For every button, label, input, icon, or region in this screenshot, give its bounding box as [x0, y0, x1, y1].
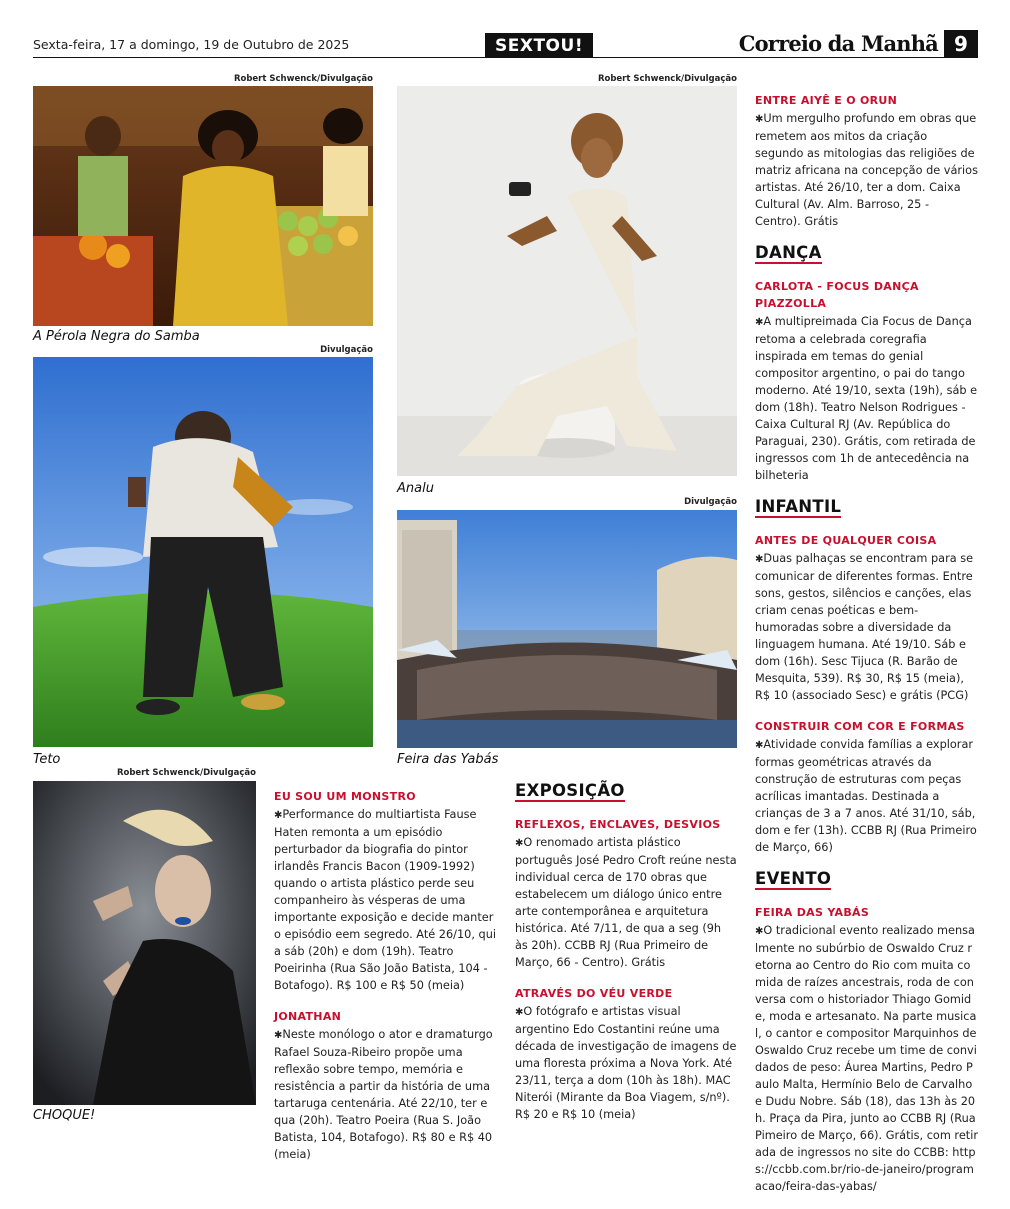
article-title: ANTES DE QUALQUER COISA — [755, 534, 937, 547]
article-body: ✱Atividade convida famílias a explorar formas geométricas através da construção de estruturas com peças acrílicas imantadas. Destinada a crianças de 3 a 7 anos. Até 31/10, sáb, dom e fer (13h). CCBB RJ (Rua Primeiro de Março, 66) — [755, 738, 977, 854]
article-title: REFLEXOS, ENCLAVES, DESVIOS — [515, 818, 721, 831]
column-exposicao — [515, 782, 737, 1137]
bullet-icon: ✱ — [755, 114, 764, 125]
article — [274, 788, 498, 994]
photo-credit-perola: Robert Schwenck/Divulgação — [233, 74, 373, 84]
caption-analu: Analu — [397, 481, 434, 496]
article-title: CONSTRUIR COM COR E FORMAS — [755, 720, 965, 733]
article — [274, 1008, 498, 1163]
bullet-icon: ✱ — [515, 1007, 524, 1018]
article — [515, 816, 737, 971]
page-number: 9 — [944, 30, 978, 58]
bullet-icon: ✱ — [274, 810, 283, 821]
article-title: EU SOU UM MONSTRO — [274, 790, 416, 803]
article-title: JONATHAN — [274, 1010, 342, 1023]
article-body: ✱Performance do multiartista Fause Haten remonta a um episódio perturbador da biografia do pintor irlandês Francis Bacon (1909-1992) quando o artista plástico perde seu companheiro às vésperas de uma importante exposição e decide manter o episódio eem segredo. Até 26/10, qui a sáb (20h) e dom (19h). Teatro Poeirinha (Rua São João Batista, 104 - Botafogo). R$ 100 e R$ 50 (meia) — [274, 808, 496, 992]
caption-choque: CHOQUE! — [33, 1108, 96, 1123]
bullet-icon: ✱ — [755, 317, 764, 328]
photo-feira-das-yabas — [397, 510, 737, 748]
article-title: CARLOTA - FOCUS DANÇA PIAZZOLLA — [755, 280, 919, 310]
article-body: ✱O tradicional evento realizado mensalmente no subúrbio de Oswaldo Cruz retorna ao Centro do Rio com muita comida de raízes ancestrais, roda de conversa com o historiador Thiago Gomide, moda e artesanato. Na parte musical, o cantor e compositor Marquinhos de Oswaldo Cruz recebe um time de convidados de peso: Áurea Martins, Pedro Paulo Malta, Hermínio Belo de Carvalho e Dudu Nobre. Sáb (18), das 13h às 20h. Praça da Pira, junto ao CCBB RJ (Rua Pimeiro de Março, 66). Grátis, com retirada de ingressos no site do CCBB: https://ccbb.com.br/rio-de-janeiro/programacao/feira-das-yabas/ — [755, 924, 978, 1193]
newspaper-brand: Correio da Manhã — [738, 31, 938, 56]
column-teatro — [274, 788, 498, 1177]
column-roteiro — [755, 92, 978, 1209]
article-body: ✱Duas palhaças se encontram para se comunicar de diferentes formas. Entre sons, gestos, silêncios e canções, elas criam cenas poéticas e bem-humoradas sobre a diversidade da linguagem humana. Até 19/10. Sáb e dom (16h). Sesc Tijuca (R. Barão de Mesquita, 539). R$ 30, R$ 15 (meia), R$ 10 (associado Sesc) e grátis (PCG) — [755, 552, 974, 702]
bullet-icon: ✱ — [755, 554, 764, 565]
bullet-icon: ✱ — [755, 926, 764, 937]
bullet-icon: ✱ — [755, 740, 764, 751]
section-heading: EVENTO — [755, 869, 832, 888]
photo-credit-feira: Divulgação — [684, 497, 737, 507]
section-heading: INFANTIL — [755, 497, 842, 516]
photo-credit-choque: Robert Schwenck/Divulgação — [116, 768, 256, 778]
photo-choque — [33, 781, 256, 1105]
article — [755, 904, 978, 1195]
article-body: ✱Neste monólogo o ator e dramaturgo Rafael Souza-Ribeiro propõe uma reflexão sobre tempo, memória e resistência a partir da história de uma tartaruga centenária. Até 22/10, ter e qua (20h). Teatro Poeira (Rua S. João Batista, 104, Botafogo). R$ 80 e R$ 40 (meia) — [274, 1028, 493, 1161]
article — [515, 985, 737, 1123]
article-title: ENTRE AIYÊ E O ORUN — [755, 94, 898, 107]
caption-teto: Teto — [33, 752, 61, 767]
bullet-icon: ✱ — [274, 1030, 283, 1041]
caption-feira: Feira das Yabás — [397, 752, 499, 767]
article — [755, 718, 978, 856]
caption-perola: A Pérola Negra do Samba — [33, 329, 200, 344]
article — [755, 532, 978, 704]
header-rule — [33, 57, 978, 58]
section-heading: DANÇA — [755, 243, 822, 262]
issue-date: Sexta-feira, 17 a domingo, 19 de Outubro de 2025 — [33, 37, 350, 52]
article — [755, 278, 978, 484]
page-header — [33, 30, 978, 60]
bullet-icon: ✱ — [515, 838, 524, 849]
article-body: ✱Um mergulho profundo em obras que remetem aos mitos da criação segundo as mitologias das religiões de matriz africana na concepção de vários artistas. Até 26/10, ter a dom. Caixa Cultural (Av. Alm. Barroso, 25 - Centro). Grátis — [755, 112, 978, 228]
article-title: FEIRA DAS YABÁS — [755, 906, 870, 919]
photo-credit-analu: Robert Schwenck/Divulgação — [597, 74, 737, 84]
section-tag: SEXTOU! — [485, 33, 593, 58]
article-body: ✱O renomado artista plástico português José Pedro Croft reúne nesta individual cerca de 170 obras que estabelecem um diálogo único entre arte contemporânea e arquitetura histórica. Até 7/11, de qua a seg (9h às 20h). CCBB RJ (Rua Primeiro de Março, 66 - Centro). Grátis — [515, 836, 737, 969]
photo-credit-teto: Divulgação — [320, 345, 373, 355]
photo-analu — [397, 86, 737, 476]
article — [755, 92, 978, 230]
section-heading: EXPOSIÇÃO — [515, 781, 625, 800]
photo-perola-negra — [33, 86, 373, 326]
article-body: ✱A multipreimada Cia Focus de Dança retoma a celebrada coregrafia inspirada em temas do genial compositor argentino, o pai do tango moderno. Até 19/10, sexta (19h), sáb e dom (18h). Teatro Nelson Rodrigues - Caixa Cultural RJ (Av. República do Paraguai, 230). Grátis, com retirada de ingressos com 1h de antecedência na bilheteria — [755, 315, 978, 482]
article-body: ✱O fotógrafo e artistas visual argentino Edo Costantini reúne uma década de investigação de imagens de uma floresta próxima a Nova York. Até 23/11, terça a dom (10h às 18h). MAC Niterói (Mirante da Boa Viagem, s/nº). R$ 20 e R$ 10 (meia) — [515, 1005, 737, 1121]
article-title: ATRAVÉS DO VÉU VERDE — [515, 987, 673, 1000]
photo-teto — [33, 357, 373, 747]
